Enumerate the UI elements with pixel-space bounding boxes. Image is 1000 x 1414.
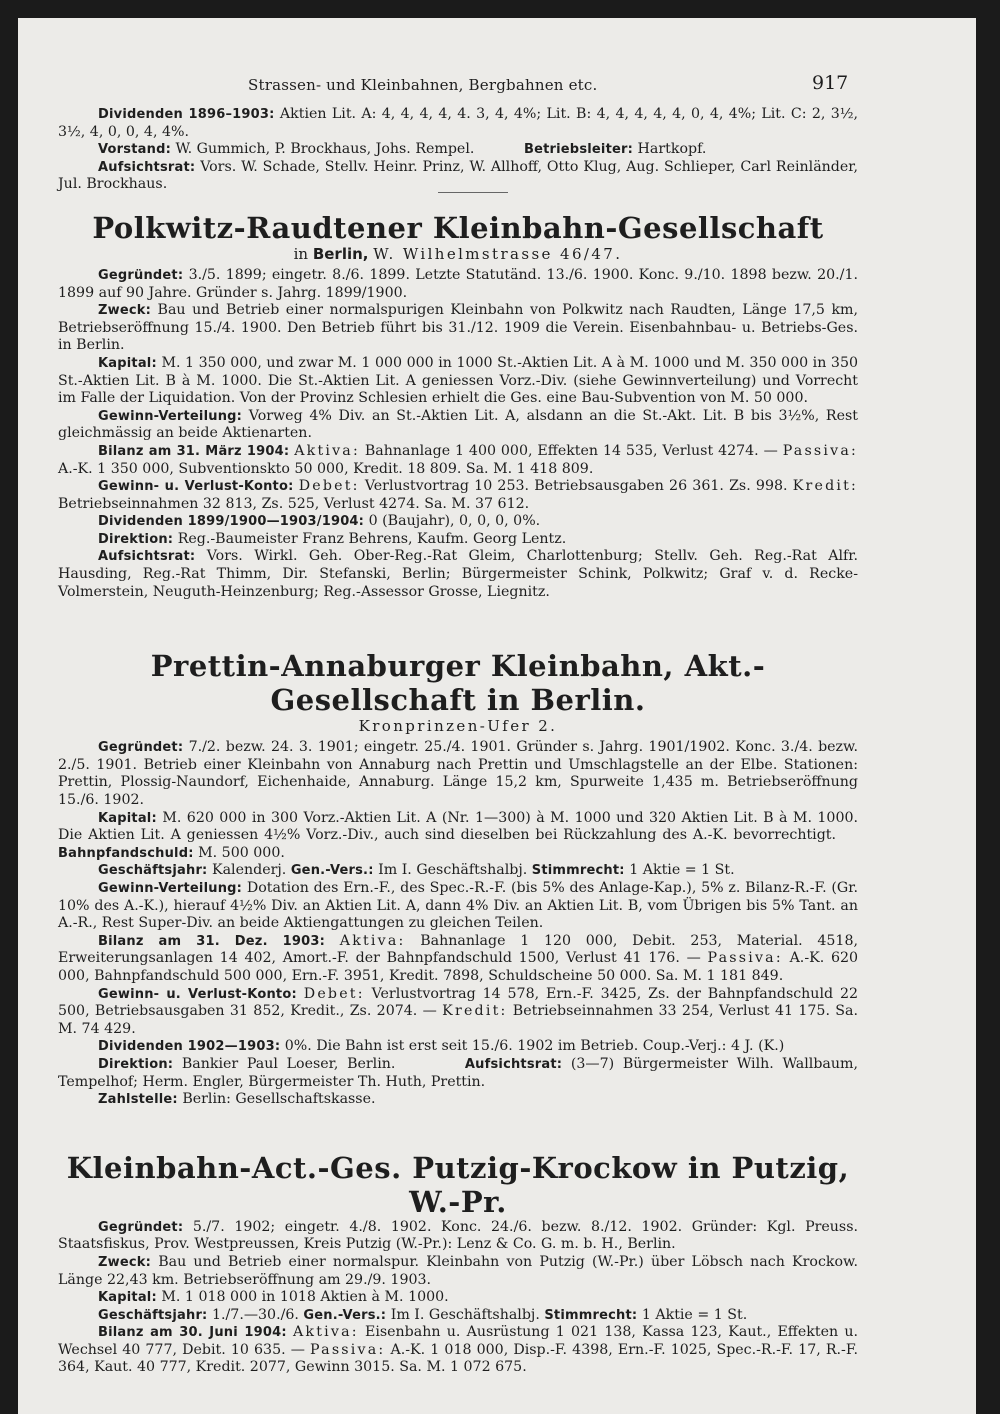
book-page — [18, 18, 976, 1414]
prettin-kapital: Kapital: M. 620 000 in 300 Vorz.-Aktien Lit. A (Nr. 1—300) à M. 1000 und 320 Aktien Lit. B à M. 1000. Die Aktien Lit. A geniessen 4½% Vorz.-Div., auch sind dieselben bei Rückzahlung des A.-K. bevorrechtigt. Bahnpfandschuld: M. 500 000. — [58, 809, 859, 861]
putzig-zweck: Zweck: Bau und Betrieb einer normalspur. Kleinbahn von Putzig (W.-Pr.) über Löbsch nach Krockow. Länge 22,43 km. Betriebseröffnung am 29./9. 1903. — [58, 1253, 858, 1288]
polkwitz-bilanz: Bilanz am 31. März 1904: Aktiva: Bahnanlage 1 400 000, Effekten 14 535, Verlust 4274. — Passiva: A.-K. 1 350 000, Subventionskto 50 000, Kredit. 18 809. Sa. M. 1 418 809. — [58, 442, 859, 477]
polkwitz-guv: Gewinn- u. Verlust-Konto: Debet: Verlustvortrag 10 253. Betriebsausgaben 26 361. Zs. 998. Kredit: Betriebseinnahmen 32 813, Zs. 525, Verlust 4274. Sa. M. 37 612. — [58, 478, 858, 512]
address-polkwitz: in Berlin, W. Wilhelmstrasse 46/47. — [293, 244, 623, 263]
prev-dividenden: Dividenden 1896–1903: Aktien Lit. A: 4, 4, 4, 4, 4. 3, 4, 4%; Lit. B: 4, 4, 4, 4, 4, 0, 4, 4%; Lit. C: 2, 3½, 3½, 4, 0, 0, 4, 4%. — [58, 106, 858, 140]
prettin-zahlstelle: Zahlstelle: Berlin: Gesellschaftskasse. — [98, 1091, 376, 1108]
polkwitz-aufsichtsrat: Aufsichtsrat: Vors. Wirkl. Geh. Ober-Reg.-Rat Gleim, Charlottenburg; Stellv. Geh. Reg.-Rat Alfr. Hausding, Reg.-Rat Thimm, Dir. Stefanski, Berlin; Bürgermeister Schink, Polkwitz; Graf v. d. Recke-Volmerstein, Neuguth-Heinzenburg; Reg.-Assessor Grosse, Liegnitz. — [58, 548, 858, 600]
page-content — [58, 106, 858, 1377]
prettin-gewinnverteilung: Gewinn-Verteilung: Dotation des Ern.-F., des Spec.-R.-F. (bis 5% des Anlage-Kap.), 5% z. Bilanz-R.-F. (Gr. 10% des A.-K.), hierauf 4½% Div. an Aktien Lit. A, dann 4% Div. an Aktien Lit. B, vom Übrigen bis 5% Tant. an A.-R., Rest Super-Div. an beide Aktiengattungen zu gleichen Teilen. — [58, 880, 858, 932]
section-gap — [58, 601, 858, 631]
polkwitz-direktion: Direktion: Reg.-Baumeister Franz Behrens, Kaufm. Georg Lentz. — [98, 530, 567, 547]
prettin-dividenden: Dividenden 1902—1903: 0%. Die Bahn ist erst seit 15./6. 1902 im Betrieb. Coup.-Verj.: 4 J. (K.) — [98, 1038, 785, 1055]
polkwitz-kapital: Kapital: M. 1 350 000, und zwar M. 1 000 000 in 1000 St.-Aktien Lit. A à M. 1000 und M. 350 000 in 350 St.-Aktien Lit. B à M. 1000. Die St.-Aktien Lit. A geniessen Vorz.-Div. (siehe Gewinnverteilung) und Vorrecht im Falle der Liquidation. Von der Provinz Schlesien erhielt die Ges. eine Bau-Subvention von M. 50 000. — [58, 354, 859, 407]
company-title-polkwitz: Polkwitz-Raudtener Kleinbahn-Gesellschaft — [92, 210, 824, 245]
polkwitz-zweck: Zweck: Bau und Betrieb einer normalspurigen Kleinbahn von Polkwitz nach Raudten, Länge 17,5 km, Betriebseröffnung 15./4. 1900. Den Betrieb führt bis 31./12. 1909 die Verein. Eisenbahnbau- u. Betriebs-Ges. in Berlin. — [58, 302, 859, 354]
prev-vorstand: Vorstand: W. Gummich, P. Brockhaus, Johs. Rempel. Betriebsleiter: Hartkopf. — [98, 141, 707, 158]
prettin-guv: Gewinn- u. Verlust-Konto: Debet: Verlustvortrag 14 578, Ern.-F. 3425, Zs. der Bahnpfandschuld 22 500, Betriebsausgaben 31 852, Kredit., Zs. 2074. — Kredit: Betriebseinnahmen 33 254, Verlust 41 175. Sa. M. 74 429. — [58, 985, 858, 1037]
polkwitz-gegruendet: Gegründet: 3./5. 1899; eingetr. 8./6. 1899. Letzte Statutänd. 13./6. 1900. Konc. 9./10. 1898 bezw. 20./1. 1899 auf 90 Jahre. Gründer s. Jahrg. 1899/1900. — [58, 266, 858, 301]
address-prettin: Kronprinzen-Ufer 2. — [358, 717, 558, 736]
putzig-bilanz: Bilanz am 30. Juni 1904: Aktiva: Eisenbahn u. Ausrüstung 1 021 138, Kassa 123, Kaut., Effekten u. Wechsel 40 777, Debit. 10 635. — Passiva: A.-K. 1 018 000, Disp.-F. 4398, Ern.-F. 1025, Spec.-R.-F. 17, R.-F. 364, Kaut. 40 777, Kredit. 2077, Gewinn 3015. Sa. M. 1 072 675. — [58, 1324, 858, 1376]
section-gap — [58, 1109, 858, 1133]
prettin-gegruendet: Gegründet: 7./2. bezw. 24. 3. 1901; eingetr. 25./4. 1901. Gründer s. Jahrg. 1901/1902. Konc. 3./4. bezw. 2./5. 1901. Betrieb einer Kleinbahn von Annaburg nach Prettin und Umschlagstelle an der Elbe. Stationen: Prettin, Plossig-Naundorf, Eichenhaide, Annaburg. Länge 15,2 km, Spurweite 1,435 m. Betriebseröffnung 15./6. 1902. — [58, 739, 858, 809]
putzig-gegruendet: Gegründet: 5./7. 1902; eingetr. 4./8. 1902. Konc. 24./6. bezw. 8./12. 1902. Gründer: Kgl. Preuss. Staatsfiskus, Prov. Westpreussen, Kreis Putzig (W.-Pr.): Lenz & Co. G. m. b. H., Berlin. — [58, 1218, 859, 1253]
polkwitz-dividenden: Dividenden 1899/1900—1903/1904: 0 (Baujahr), 0, 0, 0, 0%. — [98, 513, 541, 530]
prev-aufsichtsrat: Aufsichtsrat: Vors. W. Schade, Stellv. Heinr. Prinz, W. Allhoff, Otto Klug, Aug. Schlieper, Carl Reinländer, Jul. Brockhaus. — [58, 158, 858, 193]
page-number: 917 — [812, 72, 849, 94]
company-title-prettin: Prettin-Annaburger Kleinbahn, Akt.-Gesellschaft in Berlin. — [150, 649, 766, 718]
prettin-bilanz: Bilanz am 31. Dez. 1903: Aktiva: Bahnanlage 1 120 000, Debit. 253, Material. 4518, Erweiterungsanlagen 14 402, Amort.-F. der Bahnpfandschuld 1500, Verlust 41 176. — Passiva: A.-K. 620 000, Bahnpfandschuld 500 000, Ern.-F. 3951, Kredit. 7898, Schuldscheine 50 000. Sa. M. 1 181 849. — [58, 932, 859, 984]
polkwitz-gewinnverteilung: Gewinn-Verteilung: Vorweg 4% Div. an St.-Aktien Lit. A, alsdann an die St.-Akt. Lit. B bis 3½%, Rest gleichmässig an beide Aktienarten. — [58, 407, 858, 442]
putzig-kapital: Kapital: M. 1 018 000 in 1018 Aktien à M. 1000. — [98, 1289, 449, 1306]
putzig-geschaeftsjahr: Geschäftsjahr: 1./7.—30./6. Gen.-Vers.: Im I. Geschäftshalbj. Stimmrecht: 1 Aktie = 1 St. — [98, 1306, 748, 1323]
prettin-direktion: Direktion: Bankier Paul Loeser, Berlin. Aufsichtsrat: (3—7) Bürgermeister Wilh. Wallbaum, Tempelhof; Herm. Engler, Bürgermeister Th. Huth, Prettin. — [58, 1055, 858, 1090]
page-header — [18, 72, 976, 104]
running-title: Strassen- und Kleinbahnen, Bergbahnen etc. — [248, 76, 598, 94]
section-divider — [438, 192, 508, 193]
company-title-putzig: Kleinbahn-Act.-Ges. Putzig-Krockow in Putzig, W.-Pr. — [66, 1150, 850, 1219]
prettin-geschaeftsjahr: Geschäftsjahr: Kalenderj. Gen.-Vers.: Im I. Geschäftshalbj. Stimmrecht: 1 Aktie = 1 St. — [98, 862, 735, 879]
